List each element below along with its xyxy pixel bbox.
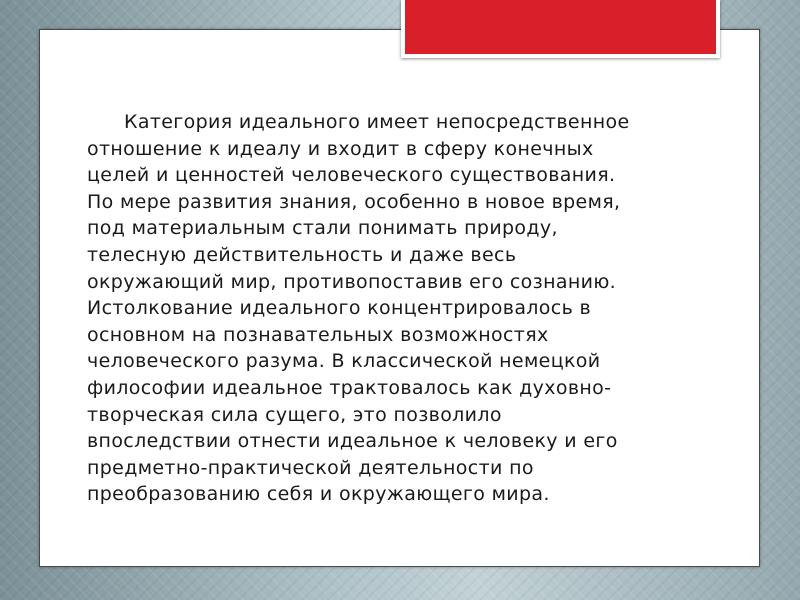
title-box <box>401 0 720 58</box>
body-paragraph: Категория идеального имеет непосредственное отношение к идеалу и входит в сферу конечных целей и ценностей человеческого существования. По мере развития знания, особенно в новое время, под материальным стали понимать природу, телесную действительность и даже весь окружающий мир, противопоставив его сознанию. Истолкование идеального концентрировалось в основном на познавательных возможностях человеческого разума. В классической немецкой философии идеальное трактовалось как духовно- творческая сила сущего, это позволило впоследствии отнести идеальное к человеку и его предметно-практической деятельности по преобразованию себя и окружающего мира. <box>87 111 630 506</box>
